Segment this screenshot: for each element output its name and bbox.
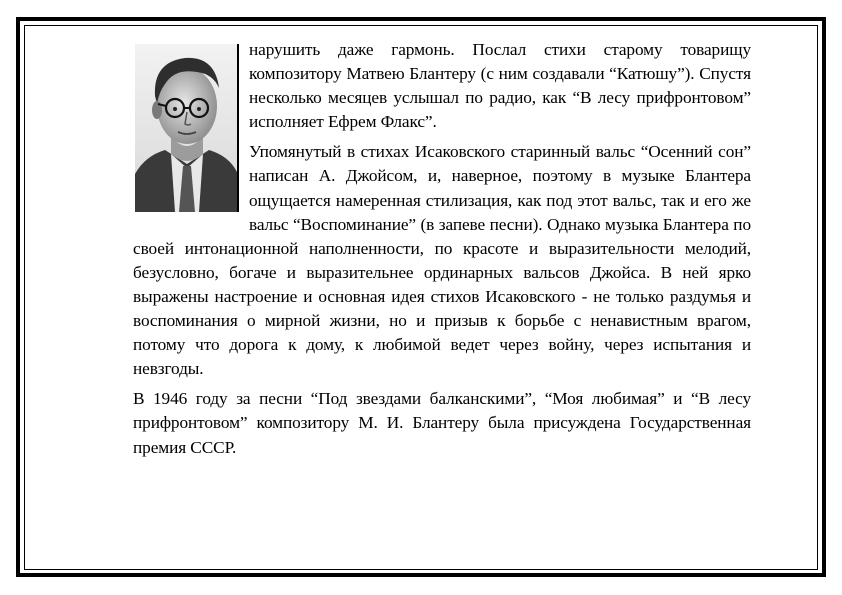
paragraph-2: Упомянутый в стихах Исаковского старинный вальс “Осенний сон” написан А. Джойсом, и, наверное, поэтому в музыке Блантера ощущается намеренная стилизация, как под этот вальс, так и его же вальс “Воспоминание” (в запеве песни). Однако музыка Блантера по своей интонационной наполненности, по красоте и выразительности мелодий, безусловно, богаче и выразительнее ординарных вальсов Джойса. В ней ярко выражены настроение и основная идея стихов Исаковского - не только раздумья и воспоминания о мирной жизни, но и призыв к борьбе с ненавистным врагом, потому что дорога к дому, к любимой ведет через войну, через испытания и невзгоды. [133, 142, 751, 379]
portrait-icon [135, 44, 237, 212]
paragraph-3: В 1946 году за песни “Под звездами балканскими”, “Моя любимая” и “В лесу прифронтовом” композитору М. И. Блантеру была присуждена Государственная премия СССР. [133, 389, 751, 457]
portrait-photo [135, 44, 239, 212]
paragraph-1: нарушить даже гармонь. Послал стихи старому товарищу композитору Матвею Блантеру (с ним создавали “Катюшу”). Спустя несколько месяцев услышал по радио, как “В лесу прифронтовом” исполняет Ефрем Флакс”. [249, 40, 751, 132]
document-text [133, 38, 751, 466]
